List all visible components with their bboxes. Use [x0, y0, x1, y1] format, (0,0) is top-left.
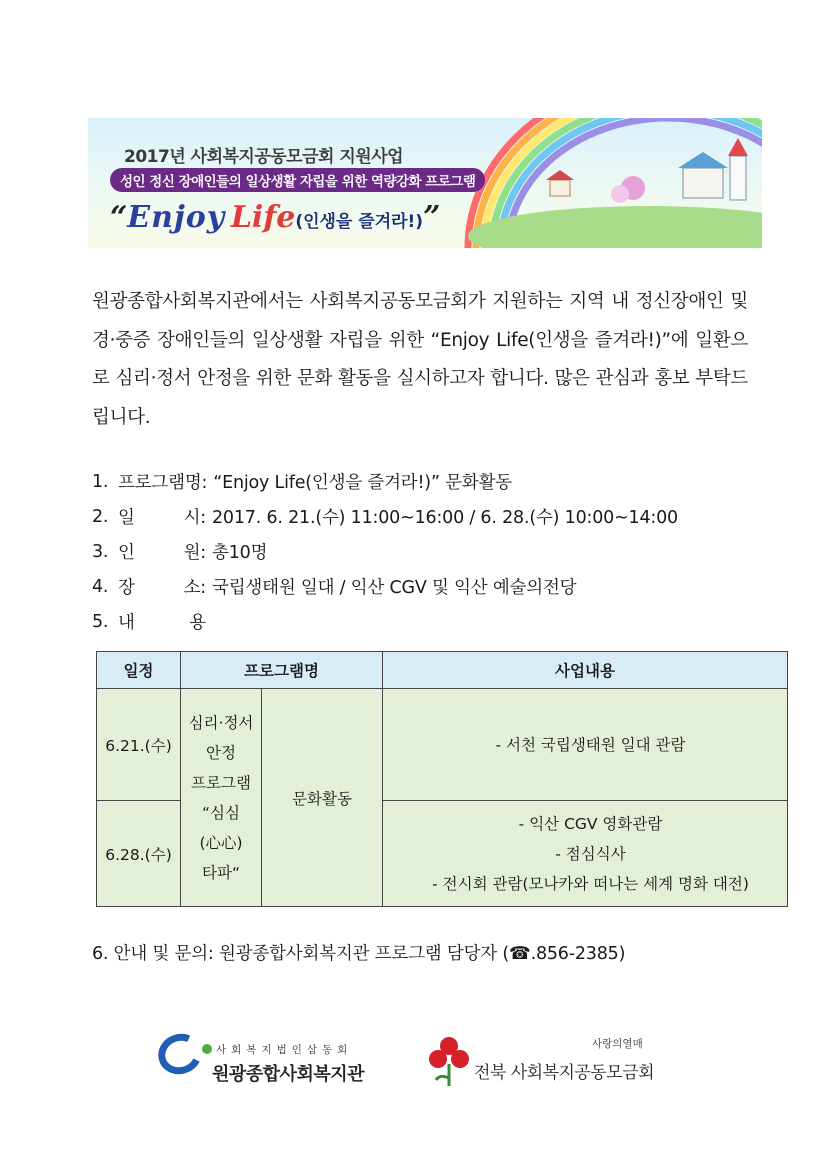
- info-label: 일 시:: [118, 508, 206, 528]
- banner-image: [88, 118, 762, 248]
- info-item-schedule: 2. 일 시: 2017. 6. 21.(수) 11:00~16:00 / 6. 28.(수) 10:00~14:00: [92, 499, 772, 534]
- table-row: [97, 689, 788, 801]
- table-header-row: [97, 652, 788, 689]
- info-list: [92, 464, 772, 639]
- header-program: 프로그램명: [181, 652, 383, 689]
- header-date: 일정: [97, 652, 181, 689]
- info-label: 내 용: [118, 613, 206, 633]
- row-date: 6.21.(수): [97, 689, 181, 801]
- info-value: 총10명: [212, 543, 268, 563]
- info-item-location: 4. 장 소: 국립생태원 일대 / 익산 CGV 및 익산 예술의전당: [92, 569, 772, 604]
- row-content: - 익산 CGV 영화관람 - 점심식사 - 전시회 관람(모나카와 떠나는 세계 명화 대전): [383, 801, 788, 907]
- program-table: [96, 651, 788, 907]
- brand-korean: (인생을 즐겨라!): [295, 212, 424, 232]
- row-date: 6.28.(수): [97, 801, 181, 907]
- info-value: 국립생태원 일대 / 익산 CGV 및 익산 예술의전당: [212, 578, 577, 598]
- ring-logo-icon: [152, 1028, 207, 1081]
- info-item-content: 5. 내 용: [92, 604, 772, 639]
- phone-icon: ☎: [508, 944, 531, 964]
- info-label: 인 원:: [118, 543, 206, 563]
- brand-word-life: Life: [230, 200, 296, 235]
- brand-open-quote: “: [110, 200, 128, 235]
- fruit-of-love-icon: [426, 1034, 472, 1088]
- info-value: 2017. 6. 21.(수) 11:00~16:00 / 6. 28.(수) 10:00~14:00: [212, 508, 678, 528]
- activity-cell: 문화활동: [262, 689, 383, 907]
- brand-word-enjoy: Enjoy: [127, 200, 226, 235]
- header-content: 사업내용: [383, 652, 788, 689]
- info-value: “Enjoy Life(인생을 즐겨라!)” 문화활동: [213, 473, 512, 493]
- banner-subtitle: 성인 정신 장애인들의 일상생활 자립을 위한 역량강화 프로그램: [110, 168, 485, 192]
- brand-close-quote: ”: [423, 200, 441, 235]
- info-label: 프로그램명:: [118, 473, 208, 493]
- info-item-program-name: 1. 프로그램명: “Enjoy Life(인생을 즐겨라!)” 문화활동: [92, 464, 772, 499]
- banner-title: 2017년 사회복지공동모금회 지원사업: [124, 147, 404, 167]
- community-chest-logo: 사랑의열매 전북 사회복지공동모금회: [426, 1034, 656, 1090]
- intro-paragraph: 원광종합사회복지관에서는 사회복지공동모금회가 지원하는 지역 내 정신장애인 및 경·중증 장애인들의 일상생활 자립을 위한 “Enjoy Life(인생을 즐겨라!)”에 일환으로 심리·정서 안정을 위한 문화 활동을 실시하고자 합니다. 많은 관심과 홍보 부탁드립니다.: [92, 291, 748, 428]
- program-name-cell: 심리·정서 안정 프로그램 “심심 (心心) 타파“: [181, 689, 262, 907]
- green-dot-icon: [202, 1044, 212, 1054]
- banner-brand: [110, 200, 440, 235]
- info-item-participants: 3. 인 원: 총10명: [92, 534, 772, 569]
- row-content: - 서천 국립생태원 일대 관람: [383, 689, 788, 801]
- phone-number: .856-2385): [530, 944, 626, 964]
- contact-line: 6. 안내 및 문의: 원광종합사회복지관 프로그램 담당자 (☎.856-2385): [92, 944, 626, 964]
- wonkwang-logo: 사회복지법인삼동회 원광종합사회복지관: [158, 1030, 398, 1090]
- info-label: 장 소:: [118, 578, 206, 598]
